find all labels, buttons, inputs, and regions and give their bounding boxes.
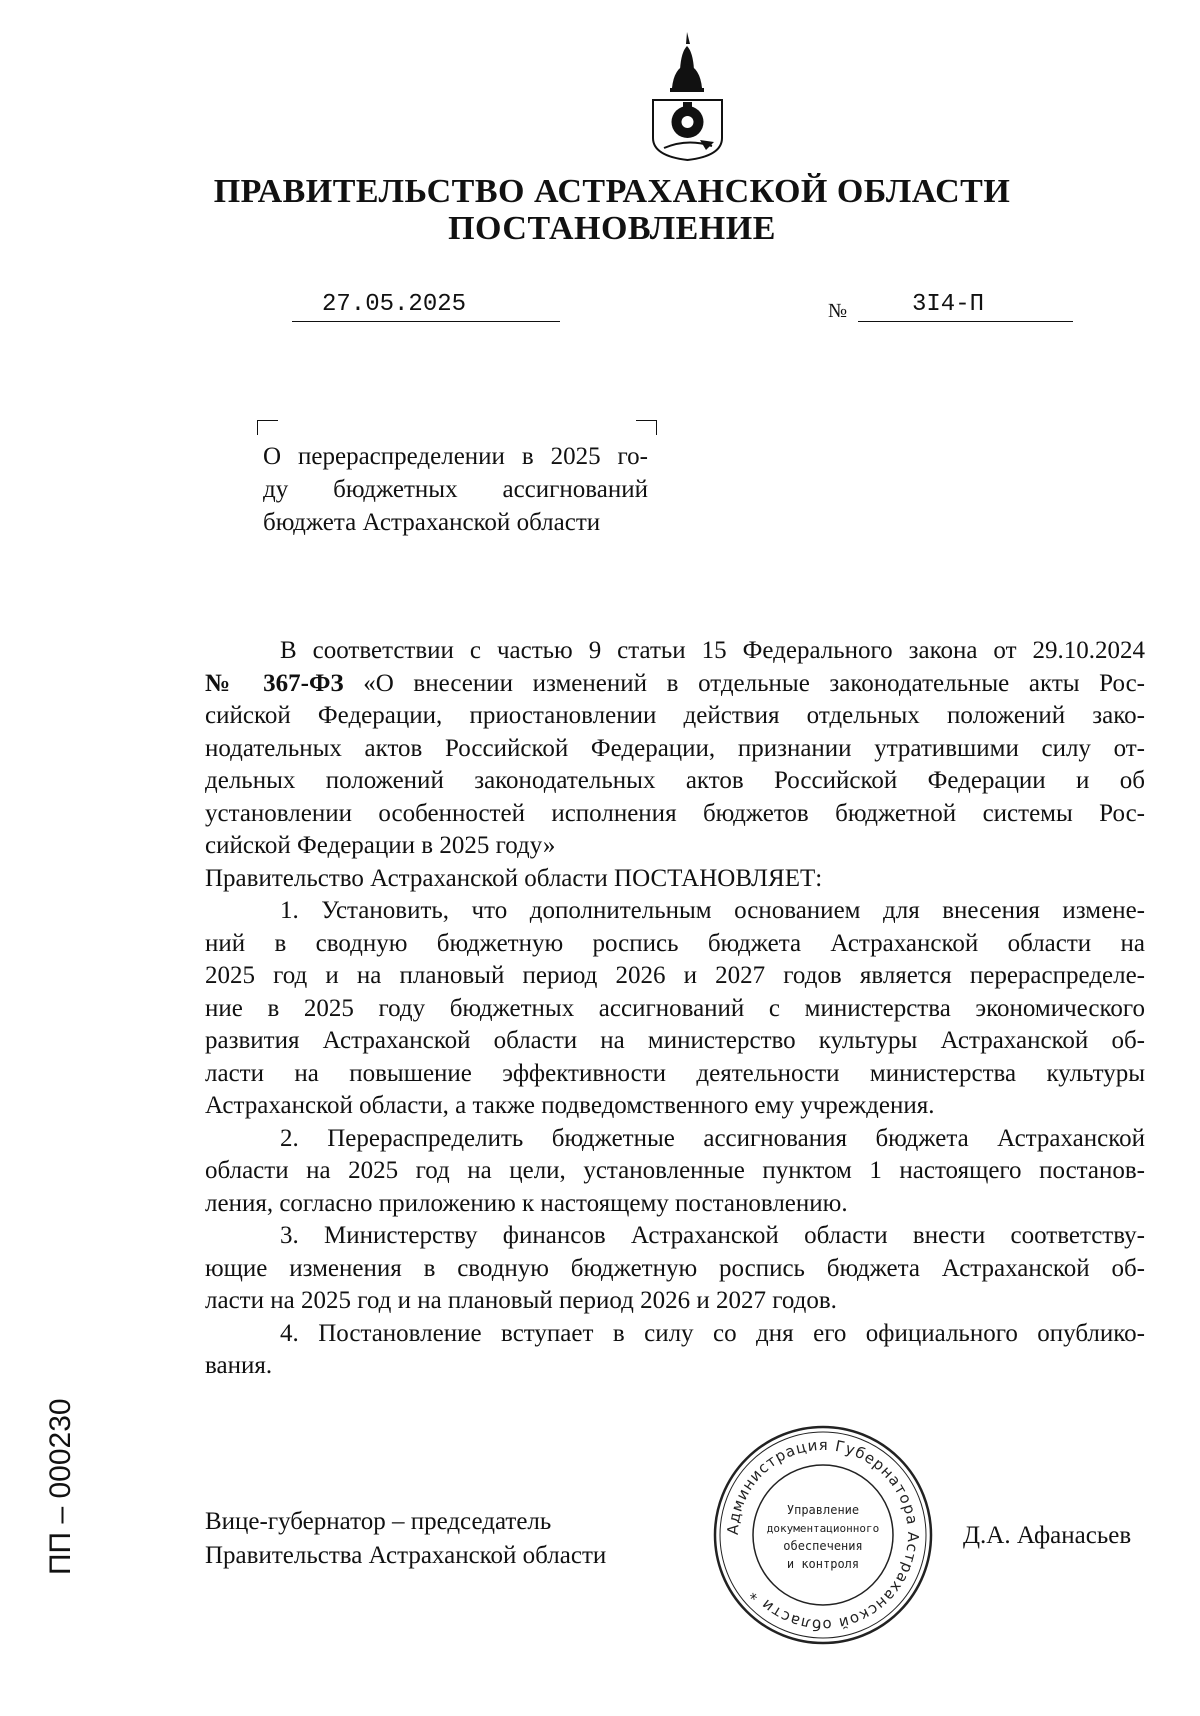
subject-line: бюджета Астраханской области — [263, 509, 601, 536]
coat-of-arms-emblem — [650, 30, 725, 162]
document-subject — [263, 440, 648, 539]
stamp-center-line: и контроля — [786, 1557, 860, 1571]
item-2-line: области на 2025 год на цели, установленные пунктом 1 настоящего постанов- — [205, 1157, 1145, 1184]
item-4-line: 4. Постановление вступает в силу со дня его официального опублико- — [280, 1319, 1145, 1347]
item-4-line: вания. — [205, 1352, 273, 1379]
item-1-line: развития Астраханской области на министерство культуры Астраханской об- — [205, 1027, 1145, 1054]
item-1-line: ласти на повышение эффективности деятельности министерства культуры — [205, 1059, 1145, 1087]
number-sign: № — [828, 300, 848, 322]
item-1-line: ние в 2025 году бюджетных ассигнований с министерства экономического — [205, 994, 1145, 1022]
decree-line: Правительство Астраханской области ПОСТАНОВЛЯЕТ: — [205, 864, 823, 892]
subject-line: О перераспределении в 2025 го- — [263, 443, 648, 470]
preamble-line: В соответствии с частью 9 статьи 15 Федерального закона от 29.10.2024 — [280, 637, 1145, 664]
item-1-line: ний в сводную бюджетную роспись бюджета Астраханской области на — [205, 929, 1145, 957]
preamble-line: нодательных актов Российской Федерации, признании утратившими силу от- — [205, 734, 1145, 762]
item-2-line: 2. Перераспределить бюджетные ассигнования бюджета Астраханской — [280, 1124, 1145, 1152]
stamp-center-line: Управление — [786, 1503, 860, 1517]
subject-line: ду бюджетных ассигнований — [263, 476, 648, 503]
stamp-center-line: обеспечения — [783, 1539, 863, 1553]
preamble-line: дельных положений законодательных актов Российской Федерации и об — [205, 767, 1145, 794]
preamble-line: установлении особенностей исполнения бюджетов бюджетной системы Рос- — [205, 799, 1145, 827]
document-number: 3I4-П — [912, 291, 985, 318]
subject-corner-right — [636, 420, 657, 435]
margin-code-text: ПП – 000230 — [44, 1398, 77, 1575]
item-3-line: 3. Министерству финансов Астраханской области внести соответству- — [280, 1222, 1145, 1249]
signatory-position — [205, 1505, 606, 1573]
preamble-line: сийской Федерации, приостановлении действия отдельных положений зако- — [205, 702, 1145, 729]
stamp-ring-text: Администрация Губернатора Астраханской области * — [723, 1435, 923, 1635]
document-body — [205, 635, 1145, 1383]
organization-title: ПРАВИТЕЛЬСТВО АСТРАХАНСКОЙ ОБЛАСТИ — [213, 173, 1011, 210]
preamble-line: сийской Федерации в 2025 году» — [205, 832, 556, 859]
document-date: 27.05.2025 — [322, 291, 467, 318]
item-3-line: ющие изменения в сводную бюджетную роспись бюджета Астраханской об- — [205, 1254, 1145, 1282]
official-stamp — [708, 1420, 938, 1650]
stamp-center-line: документационного — [766, 1522, 880, 1535]
document-type-title: ПОСТАНОВЛЕНИЕ — [448, 210, 776, 247]
item-1-line: 1. Установить, что дополнительным основанием для внесения измене- — [280, 897, 1145, 924]
item-1-line: 2025 год и на плановый период 2026 и 2027 годов является перераспределе- — [205, 962, 1145, 989]
margin-registration-code — [30, 1370, 84, 1580]
signatory-position-line: Вице-губернатор – председатель — [205, 1508, 552, 1535]
subject-corner-left — [257, 420, 278, 435]
item-1-line: Астраханской области, а также подведомственного ему учреждения. — [205, 1092, 935, 1119]
signatory-name: Д.А. Афанасьев — [963, 1522, 1132, 1549]
item-3-line: ласти на 2025 год и на плановый период 2026 и 2027 годов. — [205, 1287, 837, 1314]
preamble-line: № 367-ФЗ «О внесении изменений в отдельные законодательные акты Рос- — [205, 669, 1145, 697]
item-2-line: ления, согласно приложению к настоящему постановлению. — [205, 1189, 848, 1217]
signatory-position-line: Правительства Астраханской области — [205, 1542, 607, 1569]
